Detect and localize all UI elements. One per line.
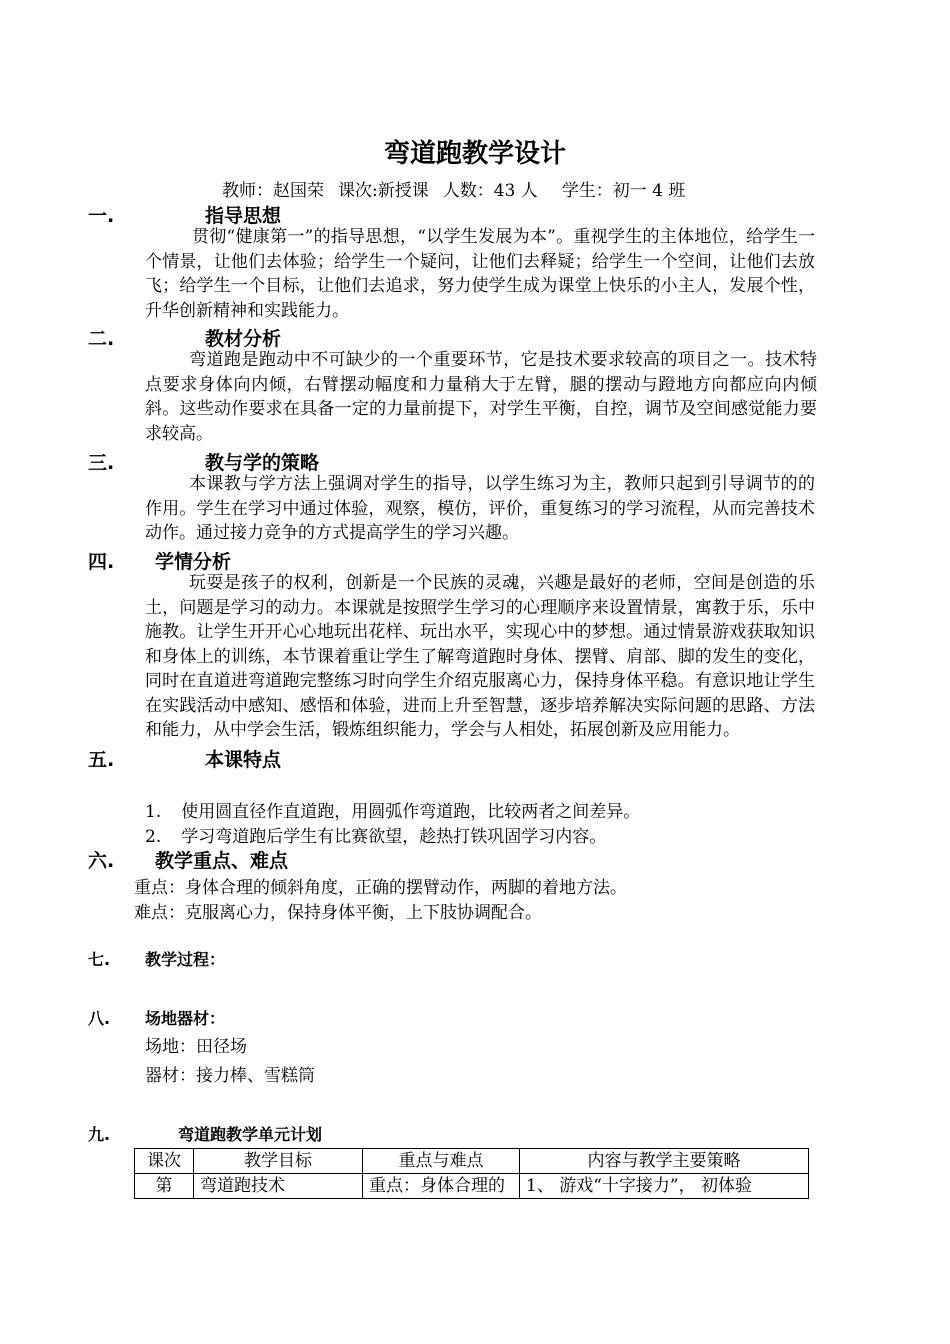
section-1-text-block <box>145 225 815 323</box>
section-8-heading: 场地器材： <box>145 1009 226 1028</box>
lesson-type: 课次:新授课 <box>338 181 429 201</box>
equipment: 器材：接力棒、雪糕筒 <box>145 1066 315 1086</box>
section-1-text: 贯彻“健康第一”的指导思想，“以学生发展为本”。重视学生的主体地位，给学生一个情景，让他们去体验；给学生一个疑问，让他们去释疑；给学生一个空间，让他们去放飞；给学生一个目标，让他们去追求，努力使学生成为课堂上快乐的小主人，发展个性，升华创新精神和实践能力。 <box>145 227 815 321</box>
section-4-text: 玩耍是孩子的权利，创新是一个民族的灵魂，兴趣是最好的老师，空间是创造的乐土，问题是学习的动力。本课就是按照学生学习的心理顺序来设置情景，寓教于乐，乐中施教。让学生开开心心地玩出花样、玩出水平，实现心中的梦想。通过情景游戏获取知识和身体上的训练，本节课着重让学生了解弯道跑时身体、摆臂、肩部、脚的发生的变化，同时在直道进弯道跑完整练习时向学生介绍克服离心力，保持身体平稳。有意识地让学生在实践活动中感知、感悟和体验，进而上升至智慧，逐步培养解决实际问题的思路、方法和能力，从中学会生活，锻炼组织能力，学会与人相处，拓展创新及应用能力。 <box>145 573 815 740</box>
cell-key-difficulty: 重点：身体合理的 <box>363 1174 520 1199</box>
feature-item-2-number: 2. <box>145 827 162 847</box>
student-class: 学生：初一 4 班 <box>561 181 686 201</box>
feature-item-2-text: 学习弯道跑后学生有比赛欲望，趁热打铁巩固学习内容。 <box>181 827 607 847</box>
header-goal: 教学目标 <box>194 1149 363 1174</box>
section-8-number: 八. <box>88 1009 111 1028</box>
section-5-number: 五. <box>88 749 115 771</box>
section-9-number: 九. <box>88 1125 111 1144</box>
section-4-text-block <box>145 571 815 743</box>
header-lesson: 课次 <box>135 1149 194 1174</box>
feature-item-1-number: 1. <box>145 802 162 822</box>
section-4-number: 四. <box>88 551 115 573</box>
section-6-heading: 教学重点、难点 <box>155 850 289 872</box>
feature-item-1-text: 使用圆直径作直道跑，用圆弧作弯道跑，比较两者之间差异。 <box>181 802 641 822</box>
section-5-heading: 本课特点 <box>205 749 282 771</box>
unit-plan-table <box>134 1148 809 1199</box>
section-3-text-block <box>145 472 815 546</box>
section-2-text: 弯道跑是跑动中不可缺少的一个重要环节，它是技术要求较高的项目之一。技术特点要求身体向内倾，右臂摆动幅度和力量稍大于左臂，腿的摆动与蹬地方向都应向内倾斜。这些动作要求在具备一定的力量前提下，对学生平衡，自控，调节及空间感觉能力要求较高。 <box>145 350 817 444</box>
section-6-number: 六. <box>88 850 115 872</box>
section-9-heading: 弯道跑教学单元计划 <box>178 1125 323 1144</box>
lesson-meta <box>222 176 699 201</box>
section-3-heading: 教与学的策略 <box>205 452 320 474</box>
section-7-heading: 教学过程： <box>145 950 226 969</box>
section-2-heading: 教材分析 <box>205 328 282 350</box>
section-7-number: 七. <box>88 950 111 969</box>
venue: 场地：田径场 <box>145 1037 247 1057</box>
page-title: 弯道跑教学设计 <box>383 139 566 169</box>
section-4-heading: 学情分析 <box>155 551 232 573</box>
cell-lesson: 第 <box>135 1174 194 1199</box>
header-content-strategy: 内容与教学主要策略 <box>520 1149 809 1174</box>
section-2-number: 二. <box>88 328 115 350</box>
feature-item-2 <box>145 822 606 847</box>
section-1-number: 一. <box>88 205 115 227</box>
section-2-text-block <box>145 348 817 446</box>
student-count: 人数：43 人 <box>442 181 538 201</box>
cell-content-strategy: 1、 游戏“十字接力”， 初体验 <box>520 1174 809 1199</box>
section-1-heading: 指导思想 <box>205 205 282 227</box>
section-3-number: 三. <box>88 452 115 474</box>
cell-goal: 弯道跑技术 <box>194 1174 363 1199</box>
table-row <box>135 1174 809 1199</box>
teacher: 教师：赵国荣 <box>222 181 324 201</box>
difficult-point: 难点：克服离心力，保持身体平衡，上下肢协调配合。 <box>134 903 542 923</box>
header-key-difficulty: 重点与难点 <box>363 1149 520 1174</box>
section-3-text: 本课教与学方法上强调对学生的指导，以学生练习为主，教师只起到引导调节的的作用。学生在学习中通过体验，观察，模仿，评价，重复练习的学习流程，从而完善技术动作。通过接力竞争的方式提高学生的学习兴趣。 <box>145 474 815 543</box>
feature-item-1 <box>145 797 640 822</box>
key-point: 重点：身体合理的倾斜角度，正确的摆臂动作，两脚的着地方法。 <box>134 878 627 898</box>
table-header-row <box>135 1149 809 1174</box>
